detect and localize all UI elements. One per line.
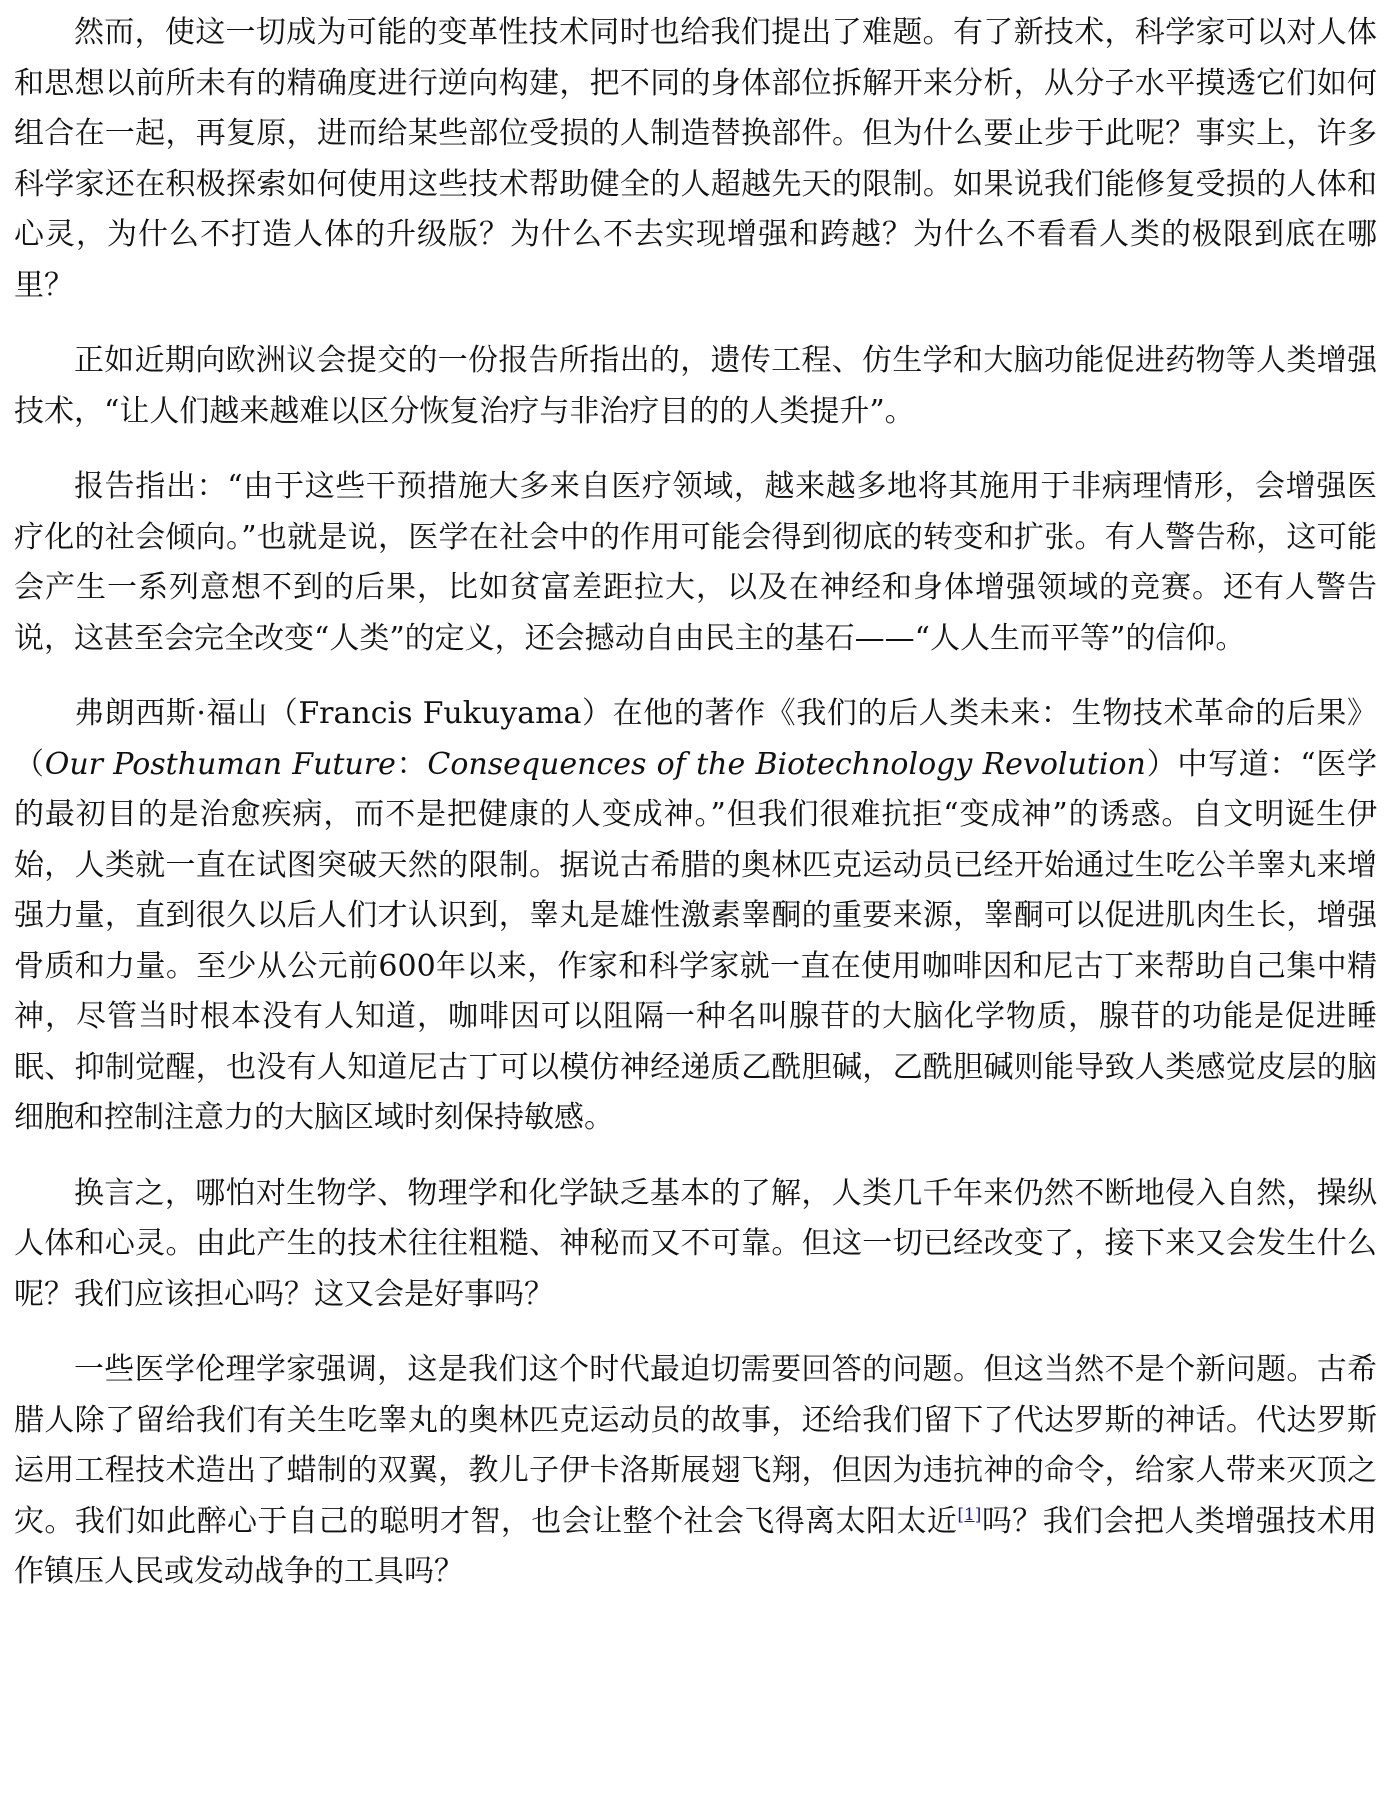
- footnote-link[interactable]: [1]: [957, 1504, 982, 1525]
- paragraph-6-text-before: 一些医学伦理学家强调，这是我们这个时代最迫切需要回答的问题。但这当然不是个新问题。古希腊人除了留给我们有关生吃睾丸的奥林匹克运动员的故事，还给我们留下了代达罗斯的神话。代达罗斯运用工程技术造出了蜡制的双翼，教儿子伊卡洛斯展翅飞翔，但因为违抗神的命令，给家人带来灭顶之灾。我们如此醉心于自己的聪明才智，也会让整个社会飞得离太阳太近: [14, 1352, 1377, 1539]
- paragraph-2: 正如近期向欧洲议会提交的一份报告所指出的，遗传工程、仿生学和大脑功能促进药物等人类增强技术，“让人们越来越难以区分恢复治疗与非治疗目的的人类提升”。: [14, 343, 1377, 429]
- paragraph-4-text-after: ）中写道：“医学的最初目的是治愈疾病，而不是把健康的人变成神。”但我们很难抗拒“变成神”的诱惑。自文明诞生伊始，人类就一直在试图突破天然的限制。据说古希腊的奥林匹克运动员已经开始通过生吃公羊睾丸来增强力量，直到很久以后人们才认识到，睾丸是雄性激素睾酮的重要来源，睾酮可以促进肌肉生长，增强骨质和力量。至少从公元前600年以来，作家和科学家就一直在使用咖啡因和尼古丁来帮助自己集中精神，尽管当时根本没有人知道，咖啡因可以阻隔一种名叫腺苷的大脑化学物质，腺苷的功能是促进睡眠、抑制觉醒，也没有人知道尼古丁可以模仿神经递质乙酰胆碱，乙酰胆碱则能导致人类感觉皮层的脑细胞和控制注意力的大脑区域时刻保持敏感。: [14, 746, 1378, 1135]
- paragraph-5: 换言之，哪怕对生物学、物理学和化学缺乏基本的了解，人类几千年来仍然不断地侵入自然，操纵人体和心灵。由此产生的技术往往粗糙、神秘而又不可靠。但这一切已经改变了，接下来又会发生什么呢？我们应该担心吗？这又会是好事吗？: [14, 1175, 1377, 1312]
- book-title-english-part-2: Consequences of the Biotechnology Revolution: [427, 746, 1146, 782]
- paragraph-4-text-before: 弗朗西斯·福山（Francis Fukuyama）在他的著作《我们的后人类未来：生物技术革命的后果》（: [14, 696, 1377, 782]
- paragraph-4-separator: ：: [395, 746, 428, 782]
- paragraph-3: 报告指出：“由于这些干预措施大多来自医疗领域，越来越多地将其施用于非病理情形，会增强医疗化的社会倾向。”也就是说，医学在社会中的作用可能会得到彻底的转变和扩张。有人警告称，这可能会产生一系列意想不到的后果，比如贫富差距拉大，以及在神经和身体增强领域的竞赛。还有人警告说，这甚至会完全改变“人类”的定义，还会撼动自由民主的基石——“人人生而平等”的信仰。: [14, 469, 1377, 656]
- paragraph-1: 然而，使这一切成为可能的变革性技术同时也给我们提出了难题。有了新技术，科学家可以对人体和思想以前所未有的精确度进行逆向构建，把不同的身体部位拆解开来分析，从分子水平摸透它们如何组合在一起，再复原，进而给某些部位受损的人制造替换部件。但为什么要止步于此呢？事实上，许多科学家还在积极探索如何使用这些技术帮助健全的人超越先天的限制。如果说我们能修复受损的人体和心灵，为什么不打造人体的升级版？为什么不去实现增强和跨越？为什么不看看人类的极限到底在哪里？: [14, 15, 1377, 303]
- paragraph-6-text-after: 吗？我们会把人类增强技术用作镇压人民或发动战争的工具吗？: [14, 1503, 1378, 1589]
- paragraph-4: [14, 689, 1377, 1144]
- document-page: [14, 8, 1377, 1598]
- book-title-english-part-1: Our Posthuman Future: [44, 746, 396, 782]
- paragraph-6: [14, 1345, 1377, 1598]
